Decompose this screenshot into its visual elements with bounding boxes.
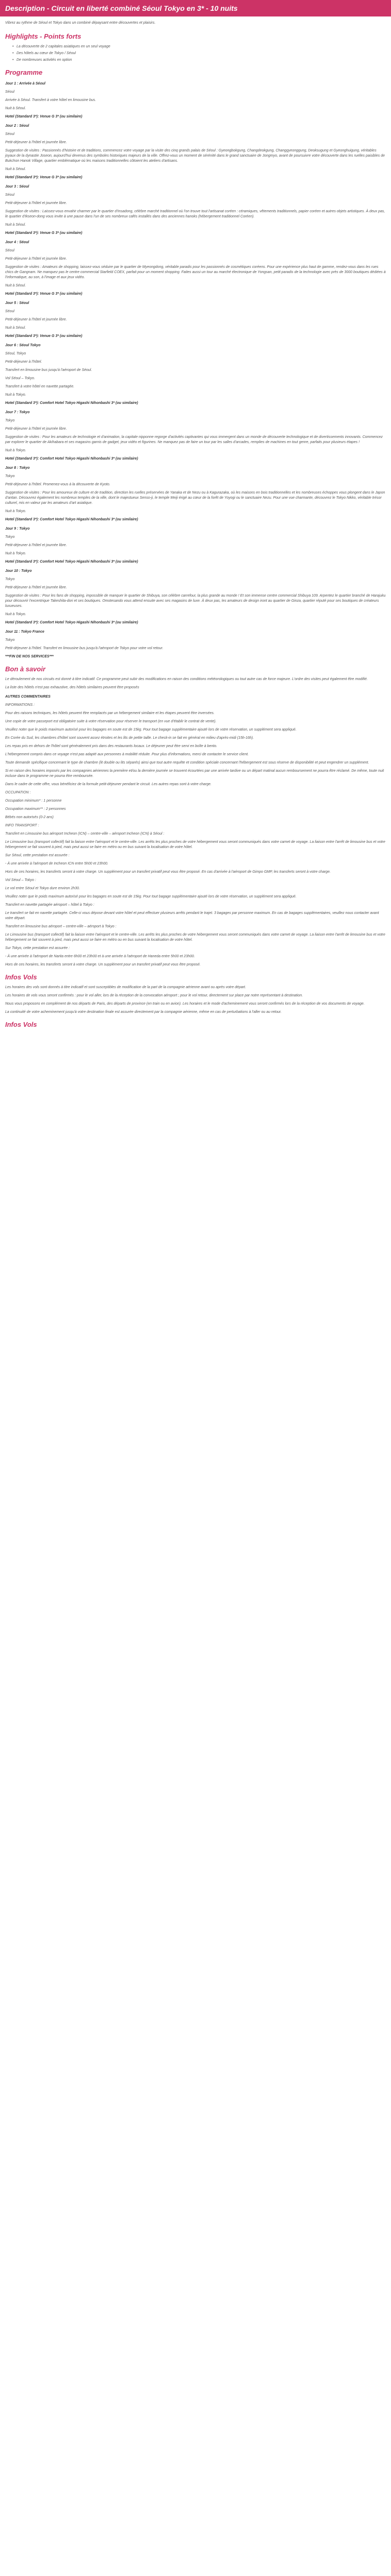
day-block	[5, 527, 386, 565]
autres-commentaires-heading: AUTRES COMMENTAIRES	[5, 695, 51, 699]
day-hotel: Hotel (Standard 3*): Venue G 3* (ou similaire)	[5, 176, 83, 179]
autres-paragraph: Veuillez noter que le poids maximum autorisé pour les bagages en soute est de 15kg. Pour tout bagage supplémentaire ajouté lors de votre réservation, un supplément sera appliqué.	[5, 895, 297, 899]
day-block	[5, 124, 386, 180]
day-block	[5, 240, 386, 297]
day-title: Jour 4 : Séoul	[5, 241, 29, 244]
infos-vols-heading: Infos Vols	[5, 973, 37, 981]
day-hotel: Hotel (Standard 3*): Comfort Hotel Tokyo Higashi Nihonbashi 3* (ou similaire)	[5, 560, 138, 564]
autres-paragraph: Veuillez noter que le poids maximum autorisé pour les bagages en soute est de 15kg. Pour tout bagage supplémentaire ajouté lors de votre réservation, un supplément sera appliqué.	[5, 728, 297, 732]
day-paragraph: Tokyo	[5, 578, 15, 581]
day-title: Jour 5 : Séoul	[5, 301, 29, 305]
autres-paragraph: Transfert en limousine bus aéroport – centre-ville – aéroport à Tokyo :	[5, 925, 117, 928]
infos-vols-section	[5, 985, 386, 1015]
day-block	[5, 343, 386, 406]
day-paragraph: Tokyo	[5, 419, 15, 422]
day-hotel: Hotel (Standard 3*): Venue G 3* (ou similaire)	[5, 115, 83, 118]
highlights-list	[12, 44, 386, 63]
day-paragraph: Petit-déjeuner à l'hôtel et journée libre.	[5, 586, 67, 589]
vols-paragraph: Les horaires des vols sont donnés à titre indicatif et sont susceptibles de modification de la part de la compagnie aérienne avant ou après votre départ.	[5, 986, 246, 989]
highlight-item: • Des hôtels au cœur de Tokyo / Séoul	[12, 51, 386, 56]
day-paragraph: Transfert en limousine bus jusqu'à l'aéroport de Séoul.	[5, 368, 92, 372]
day-paragraph: Nuit à Séoul.	[5, 167, 26, 171]
day-hotel: Hotel (Standard 3*): Comfort Hotel Tokyo Higashi Nihonbashi 3* (ou similaire)	[5, 401, 138, 405]
vols-paragraph: Les horaires de vols vous seront confirmés : pour le vol aller, lors de la réception de la convocation aéroport ; pour le vol retour, directement sur place par notre représentant à destination.	[5, 994, 303, 997]
day-block	[5, 301, 386, 339]
day-paragraph: Suggestion de visites : Pour les amateurs de technologie et d'animation, la capitale nipponne regorge d'activités captivantes qui vous immergent dans un monde de découverte technologique et de divertissements innovants. Commencez par explorer le quartier de Akihabara et ses magasins garnis de gadget, jeux vidéo et figurines. Ne manquez pas de faire un tour par les salles d'arcades, remplies de machines en tout genre, parfaits pour plusieurs étapes !	[5, 435, 383, 444]
day-paragraph: Tokyo	[5, 535, 15, 539]
day-title: Jour 3 : Séoul	[5, 185, 29, 189]
autres-paragraph: INFORMATIONS :	[5, 703, 35, 707]
day-paragraph: Petit-déjeuner à l'hôtel et journée libre.	[5, 257, 67, 261]
autres-paragraph: Hors de ces horaires, les transferts seront à votre charge. Un supplément pour un transfert privatif peut vous être proposé. En cas d'arrivée à l'aéroport de Gimpo GMP, les transferts seront à votre charge.	[5, 870, 331, 874]
day-title: Jour 9 : Tokyo	[5, 527, 30, 531]
programme-heading: Programme	[5, 69, 43, 76]
autres-paragraph: Bébés non autorisés (0-2 ans)	[5, 816, 54, 819]
day-paragraph: Séoul	[5, 90, 14, 94]
day-paragraph: Petit-déjeuner à l'hôtel.	[5, 360, 42, 364]
day-paragraph: Petit-déjeuner à l'hôtel et journée libre.	[5, 201, 67, 205]
autres-commentaires-section	[5, 703, 386, 968]
day-hotel: Hotel (Standard 3*): Venue G 3* (ou similaire)	[5, 292, 83, 296]
day-title: Jour 7 : Tokyo	[5, 411, 30, 414]
autres-paragraph: Le transfert se fait en navette partagée. Celle-ci vous dépose devant votre hôtel et peut effectuer plusieurs arrêts pendant le trajet. 3 bagages par personne maximum. En cas de bagages supplémentaires, veuillez nous contacter avant votre départ.	[5, 911, 379, 920]
autres-paragraph: Le vol entre Séoul et Tokyo dure environ 2h30.	[5, 887, 80, 890]
day-paragraph: Suggestion de visites : Passionnés d'histoire et de traditions, commencez votre voyage par la visite des cinq grands palais de Séoul : Gyeongbokgung, Changdeokgung, Changgyeonggung, Deoksugung et Gyeonghuigung, véritables joyaux de la dynastie Joseon, aujourd'hui devenus des symboles historiques majeurs de la ville. Offrez-vous un moment de sérénité dans le grand sanctuaire de Jongmyo, avant de poursuivre votre découverte dans les ruelles paisibles de Bukchon Hanok Village, quartier emblématique où les maisons traditionnelles côtoient les ateliers d'artisans.	[5, 149, 385, 163]
autres-paragraph: Pour des raisons techniques, les hôtels peuvent être remplacés par un hébergement similaire et les étapes peuvent être inversées.	[5, 711, 215, 715]
day-hotel: Hotel (Standard 3*): Venue G 3* (ou similaire)	[5, 231, 83, 235]
main-content	[0, 16, 391, 1029]
autres-paragraph: En Corée du Sud, les chambres d'hôtel sont souvent assez étroites et les lits de petite taille. Le check-in se fait en général en milieu d'après-midi (15h-16h).	[5, 736, 254, 740]
autres-paragraph: Transfert en navette partagée aéroport – hôtel à Tokyo :	[5, 903, 94, 907]
intro-text: Vibrez au rythme de Séoul et Tokyo dans un combiné dépaysant entre découvertes et plaisirs.	[5, 21, 156, 25]
day-block	[5, 630, 386, 651]
day-paragraph: Séoul	[5, 310, 14, 313]
day-paragraph: Suggestion de visites : Pour les amoureux de culture et de tradition, direction les ruelles préservées de Yanaka et de Nezu ou à Kagurazaka, où les maisons en bois traditionnelles et les nombreuses échoppes vous plongent dans le Japon d'antan. Découvrez également les nombreux temples de la ville, dont le majestueux Senso-ji, le temple Meiji érigé au cœur de la forêt de Yoyogi ou le sanctuaire Nezu. Pour une vue charmante, découvrez le Tokyo Nikko, véritable trésor culturel, mis en valeur par les amateurs d'art asiatique.	[5, 491, 385, 505]
page-title: Description - Circuit en liberté combiné Séoul Tokyo en 3* - 10 nuits	[0, 0, 391, 16]
day-title: Jour 2 : Séoul	[5, 124, 29, 128]
day-paragraph: Petit-déjeuner à l'hôtel et journée libre.	[5, 544, 67, 547]
autres-paragraph: Occupation minimum* : 1 personne	[5, 799, 62, 803]
day-block	[5, 466, 386, 522]
day-paragraph: Transfert à votre hôtel en navette partagée.	[5, 385, 75, 388]
autres-paragraph: Hors de ces horaires, les transferts seront à votre charge. Un supplément pour un transfert privatif peut vous être proposé.	[5, 963, 201, 967]
autres-paragraph: Si en raison des horaires imposés par les compagnies aériennes la première et/ou la dernière journée se trouvent écourtées par une arrivée tardive ou un départ matinal aucun remboursement ne pourra être réclamé. De même, toute nuit incluse dans le programme ne pourra être remboursée.	[5, 769, 384, 778]
day-paragraph: Nuit à Tokyo.	[5, 393, 26, 397]
autres-paragraph: INFO TRANSPORT :	[5, 824, 39, 827]
day-paragraph: Petit-déjeuner à l'hôtel et journée libre.	[5, 318, 67, 321]
day-paragraph: Petit-déjeuner à l'hôtel et journée libre.	[5, 141, 67, 144]
day-paragraph: Nuit à Tokyo.	[5, 552, 26, 555]
autres-paragraph: Le Limousine bus (transport collectif) fait la liaison entre l'aéroport et le centre-ville. Les arrêts les plus proches de votre hébergement vous seront communiqués dans votre carnet de voyage. La liaison entre l'arrêt de limousine bus et votre hébergement se fait souvent à pied, mais peut aussi se faire en métro ou en bus suivant la localisation de votre hôtel.	[5, 840, 385, 849]
programme-days	[5, 81, 386, 651]
day-paragraph: Suggestion de visites : Laissez-vous envahir charmer par le quartier d'Insadong, célèbre marché traditionnel où l'on trouve tout l'artisanat coréen : céramiques, vêtements traditionnels, papier coréen et autres objets artistiques. À deux pas, le quartier d'Ikseon-dong vous invite à une pause dans l'un de ses nombreux cafés installés dans des anciennes hanoks (hébergement traditionnel Coréen).	[5, 210, 385, 218]
day-paragraph: Nuit à Tokyo.	[5, 613, 26, 616]
autres-paragraph: Vol Séoul – Tokyo :	[5, 878, 36, 882]
autres-paragraph: Toute demande spécifique concernant le type de chambre (lit double ou lits séparés) ainsi que tout autre requête et condition spéciale concernant l'hébergement est sous réserve de disponibilité et peut engendrer un supplément.	[5, 761, 369, 765]
autres-paragraph: - À une arrivée à l'aéroport de Incheon ICN entre 5h00 et 23h00.	[5, 862, 108, 866]
autres-paragraph: L'hébergement compris dans ce voyage n'est pas adapté aux personnes à mobilité réduite. Pour plus d'informations, merci de contacter le service client.	[5, 753, 249, 756]
autres-paragraph: - À une arrivée à l'aéroport de Narita entre 6h00 et 23h00 et à une arrivée à l'aéroport de Haneda entre 5h00 et 23h00.	[5, 955, 195, 958]
autres-paragraph: OCCUPATION :	[5, 791, 31, 794]
infos-vols-heading-2: Infos Vols	[5, 1021, 37, 1028]
day-hotel: Hotel (Standard 3*): Comfort Hotel Tokyo Higashi Nihonbashi 3* (ou similaire)	[5, 457, 138, 461]
day-paragraph: Vol Séoul – Tokyo.	[5, 377, 35, 380]
day-paragraph: Nuit à Séoul.	[5, 223, 26, 227]
autres-paragraph: Transfert en Limousine bus aéroport Incheon (ICN) – centre-ville – aéroport Incheon (ICN) à Séoul :	[5, 832, 165, 836]
vols-paragraph: La continuité de votre acheminement jusqu'à votre destination finale est assurée directement par la compagnie aérienne, même en cas de perturbations à l'aller ou au retour.	[5, 1010, 282, 1014]
autres-paragraph: Dans le cadre de cette offre, vous bénéficiez de la formule petit-déjeuner pendant le circuit. Les autres repas sont à votre charge.	[5, 783, 212, 786]
day-block	[5, 184, 386, 236]
bon-paragraph: La liste des hôtels n'est pas exhaustive, des hôtels similaires peuvent être proposés	[5, 686, 139, 689]
day-paragraph: Petit-déjeuner à l'hôtel et journée libre.	[5, 427, 67, 431]
autres-paragraph: Sur Tokyo, cette prestation est assurée :	[5, 946, 70, 950]
highlight-item: • De nombreuses activités en option	[12, 58, 386, 63]
day-block	[5, 81, 386, 120]
day-paragraph: Nuit à Séoul.	[5, 326, 26, 330]
highlight-item: • La découverte de 2 capitales asiatiques en un seul voyage	[12, 44, 386, 49]
end-note: ***FIN DE NOS SERVICES***	[5, 655, 54, 658]
autres-paragraph: Occupation maximum** : 2 personnes	[5, 807, 66, 811]
highlights-heading: Highlights - Points forts	[5, 32, 82, 40]
day-hotel: Hotel (Standard 3*): Comfort Hotel Tokyo Higashi Nihonbashi 3* (ou similaire)	[5, 621, 138, 624]
day-paragraph: Arrivée à Séoul. Transfert à votre hôtel en limousine bus.	[5, 98, 96, 102]
day-paragraph: Petit-déjeuner à l'hôtel. Promenez-vous à la découverte de Kyoto.	[5, 483, 110, 486]
day-paragraph: Tokyo	[5, 474, 15, 478]
day-hotel: Hotel (Standard 3*): Comfort Hotel Tokyo Higashi Nihonbashi 3* (ou similaire)	[5, 518, 138, 521]
day-paragraph: Séoul, Tokyo	[5, 352, 26, 355]
day-paragraph: Séoul	[5, 249, 14, 252]
autres-paragraph: Les repas pris en dehors de l'hôtel sont généralement pris dans des restaurants locaux. Le déjeuner peut être servi en boîte à bento.	[5, 744, 218, 748]
day-paragraph: Nuit à Tokyo.	[5, 449, 26, 452]
day-title: Jour 1 : Arrivée à Séoul	[5, 82, 45, 86]
day-block	[5, 410, 386, 462]
vols-paragraph: Nous vous proposons en complément de nos départs de Paris, des départs de province (en train ou en avion). Les horaires et le mode d'acheminement vous seront confirmés lors de la réception de vos documents de voyage.	[5, 1002, 365, 1006]
day-paragraph: Nuit à Séoul.	[5, 284, 26, 287]
day-hotel: Hotel (Standard 3*): Venue G 3* (ou similaire)	[5, 334, 83, 338]
day-block	[5, 569, 386, 625]
autres-paragraph: Sur Séoul, cette prestation est assurée :	[5, 854, 70, 857]
day-paragraph: Nuit à Tokyo.	[5, 510, 26, 513]
day-paragraph: Séoul	[5, 193, 14, 197]
day-title: Jour 11 : Tokyo France	[5, 630, 44, 634]
autres-paragraph: Le Limousine bus (transport collectif) fait la liaison entre l'aéroport et le centre-ville. Les arrêts les plus proches de votre hébergement vous seront communiqués dans votre carnet de voyage. La liaison entre l'arrêt de limousine bus et votre hébergement se fait souvent à pied, mais peut aussi se faire en métro ou en bus suivant la localisation de votre hôtel.	[5, 933, 385, 942]
autres-paragraph: Une copie de votre passeport est obligatoire suite à votre réservation pour réserver le transport (en vue d'établir le contrat de vente).	[5, 720, 217, 723]
day-title: Jour 6 : Séoul Tokyo	[5, 344, 41, 347]
day-paragraph: Tokyo	[5, 638, 15, 642]
day-title: Jour 8 : Tokyo	[5, 466, 30, 470]
day-title: Jour 10 : Tokyo	[5, 569, 32, 573]
day-paragraph: Suggestion de visites : Amateurs de shopping, laissez-vous séduire par le quartier de Myeongdong, véritable paradis pour les passionnés de cosmétiques coréens. Pour une expérience plus haut de gamme, rendez-vous dans les rues chics de Gangnam. Ne manquez pas le centre commercial Starfield COEX, parfait pour un moment shopping. Faites aussi un tour au marché électronique de Yongsan, petit paradis de la technologie avec près de 3000 boutiques dédiées à l'informatique, au son, à l'image et aux jeux vidéo.	[5, 265, 386, 279]
day-paragraph: Séoul	[5, 132, 14, 136]
day-paragraph: Nuit à Séoul.	[5, 107, 26, 110]
bon-paragraph: Le déroulement de nos circuits est donné à titre indicatif. Ce programme peut subir des modifications en raison des conditions météorologiques ou tout autre cas de force majeure. L'ordre des visites peut également être modifié.	[5, 677, 368, 681]
bon-a-savoir-section	[5, 677, 386, 690]
day-paragraph: Petit-déjeuner à l'hôtel. Transfert en limousine bus jusqu'à l'aéroport de Tokyo pour votre vol retour.	[5, 647, 164, 650]
bon-a-savoir-heading: Bon à savoir	[5, 665, 46, 673]
day-paragraph: Suggestion de visites : Pour les fans de shopping, impossible de manquer le quartier de Shibuya, son célèbre carrefour, la plus grande au monde ! Et son immense centre commercial Shibuya 109. Arpentez le quartier branché de Harajuku pour découvrir l'excentrique Takeshita-dori et ses boutiques. Omotesando vous attend ensuite avec ses magasins de luxe. À deux pas, les amateurs de design iront au quartier de Ginza, quartier réputé pour ses boutiques de créateurs luxueuses.	[5, 594, 386, 608]
